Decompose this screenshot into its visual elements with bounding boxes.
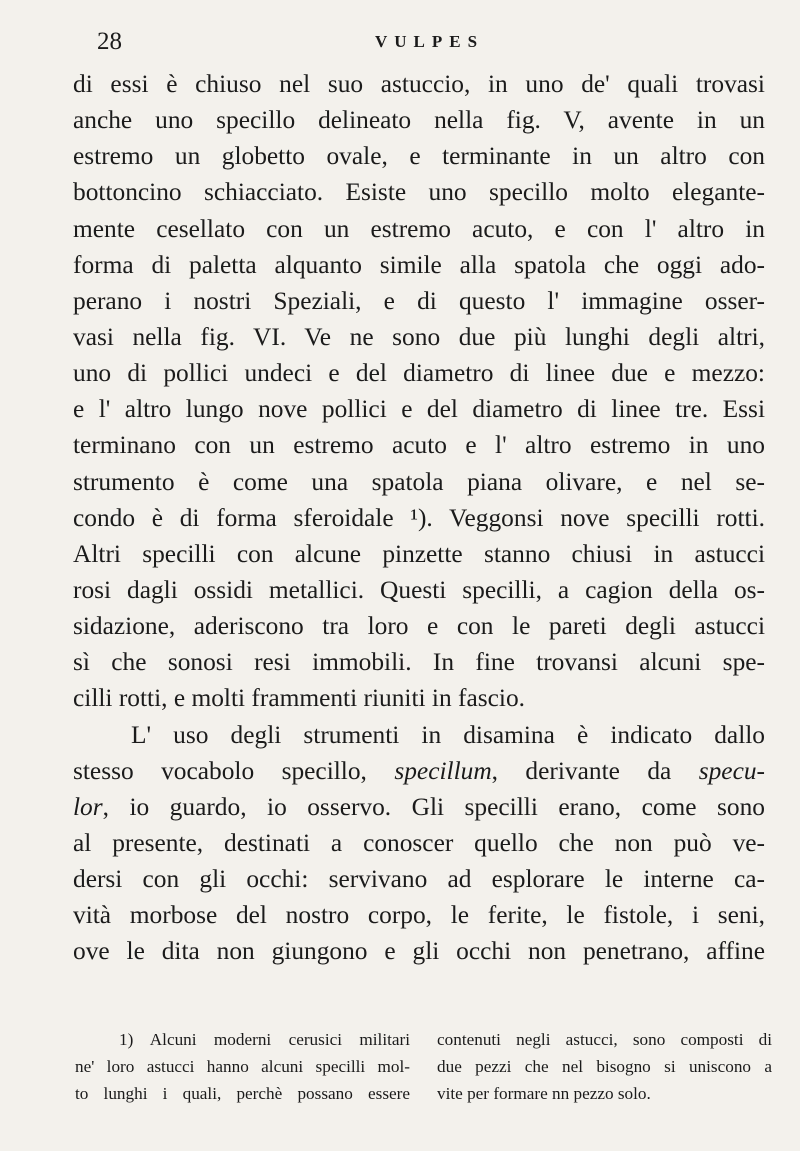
page-number: 28 <box>97 28 122 55</box>
footnote-line: to lunghi i quali, perchè possano essere <box>75 1084 410 1103</box>
footnote-line: ne' loro astucci hanno alcuni specilli mol- <box>75 1057 410 1076</box>
text-line: mente cesellato con un estremo acuto, e con l' altro in <box>73 214 765 243</box>
latin-term: lor <box>73 792 103 821</box>
footnote-line: due pezzi che nel bisogno si uniscono a <box>437 1057 772 1076</box>
text-line: Altri specilli con alcune pinzette stanno chiusi in astucci <box>73 539 765 568</box>
text-line: lor, io guardo, io osservo. Gli specilli erano, come sono <box>73 792 765 821</box>
text-line: sidazione, aderiscono tra loro e con le pareti degli astucci <box>73 612 765 641</box>
text-line: di essi è chiuso nel suo astuccio, in uno de' quali trovasi <box>73 70 765 98</box>
paragraph-start-line: L' uso degli strumenti in disamina è indicato dallo <box>131 720 765 749</box>
text-line: estremo un globetto ovale, e terminante in un altro con <box>73 142 765 171</box>
body-text <box>73 66 765 970</box>
text-line: strumento è come una spatola piana olivare, e nel se- <box>73 467 765 496</box>
footnote-line: 1) Alcuni moderni cerusici militari <box>119 1030 410 1049</box>
text-line: rosi dagli ossidi metallici. Questi specilli, a cagion della os- <box>73 575 765 604</box>
footnote-line: vite per formare nn pezzo solo. <box>437 1084 651 1103</box>
latin-term: specillum <box>394 756 492 785</box>
running-title: VULPES <box>374 32 485 51</box>
text-line: bottoncino schiacciato. Esiste uno specillo molto elegante- <box>73 178 765 207</box>
text-line: stesso vocabolo specillo, specillum, derivante da specu- <box>73 756 765 785</box>
page-header <box>97 28 762 64</box>
text-line: forma di paletta alquanto simile alla spatola che oggi ado- <box>73 250 765 279</box>
text-line: uno di pollici undeci e del diametro di linee due e mezzo: <box>73 359 765 388</box>
footnote-left-column <box>75 1026 410 1107</box>
footnote-line: contenuti negli astucci, sono composti di <box>437 1030 772 1049</box>
text-line: vasi nella fig. VI. Ve ne sono due più lunghi degli altri, <box>73 322 765 351</box>
text-line: perano i nostri Speziali, e di questo l' immagine osser- <box>73 286 765 315</box>
text-line: condo è di forma sferoidale ¹). Veggonsi nove specilli rotti. <box>73 503 765 532</box>
latin-term: specu- <box>698 756 765 785</box>
text-line: ove le dita non giungono e gli occhi non penetrano, affine <box>73 937 765 966</box>
text-line: e l' altro lungo nove pollici e del diametro di linee tre. Essi <box>73 395 765 424</box>
text-line: vità morbose del nostro corpo, le ferite, le fistole, i seni, <box>73 901 765 930</box>
text-line: anche uno specillo delineato nella fig. V, avente in un <box>73 106 765 135</box>
text-line: dersi con gli occhi: servivano ad esplorare le interne ca- <box>73 865 765 894</box>
text-line: terminano con un estremo acuto e l' altro estremo in uno <box>73 431 765 460</box>
text-line: cilli rotti, e molti frammenti riuniti in fascio. <box>73 684 525 713</box>
text-line: al presente, destinati a conoscer quello che non può ve- <box>73 828 765 857</box>
footnote-right-column <box>437 1026 772 1107</box>
text-line: sì che sonosi resi immobili. In fine trovansi alcuni spe- <box>73 648 765 677</box>
